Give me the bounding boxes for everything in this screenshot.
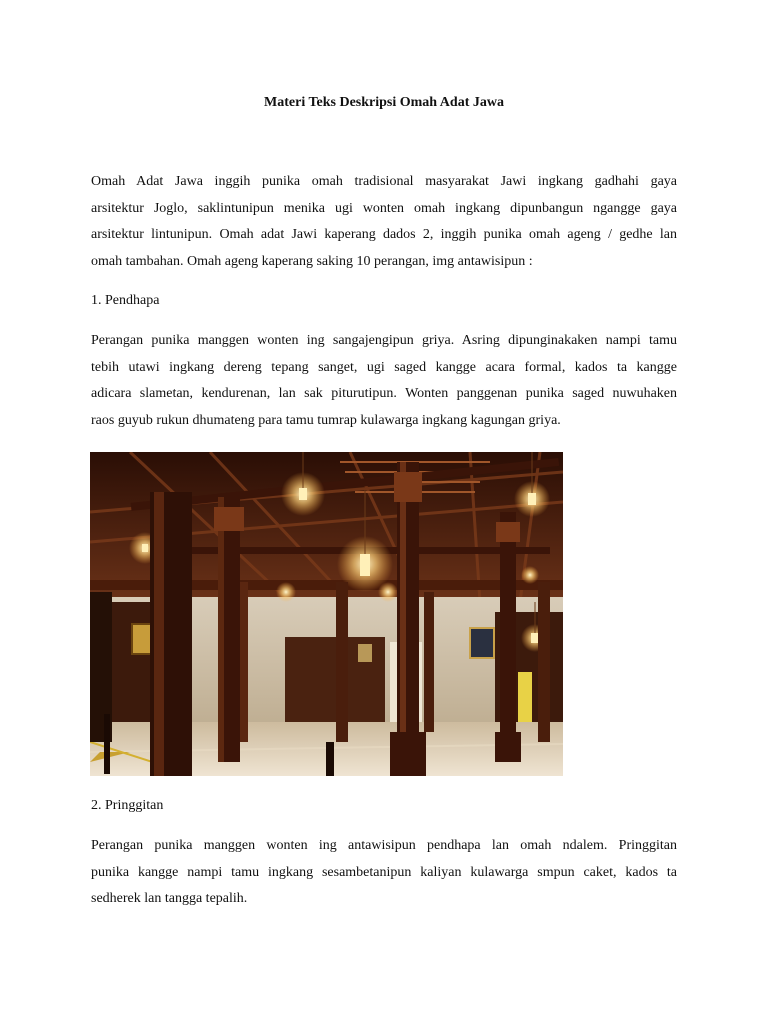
paragraph-line: Perangan punika manggen wonten ing antawisipun pendhapa lan omah ndalem. Pringgitan <box>91 838 677 853</box>
paragraph-line: punika kangge nampi tamu ingkang sesambetanipun kaliyan kulawarga smpun caket, kados ta <box>91 864 677 880</box>
document-title: Materi Teks Deskripsi Omah Adat Jawa <box>264 95 504 110</box>
paragraph-line: tebih utawi ingkang dereng tepang sanget, ugi saged kangge acara formal, kados ta kangge <box>91 359 677 375</box>
paragraph-line: arsitektur Joglo, saklintunipun menika ugi wonten omah ingkang dipunbangun ngangge gaya <box>91 200 677 216</box>
pendhapa-paragraph <box>91 328 677 435</box>
paragraph-line: sedherek lan tangga tepalih. <box>91 891 248 907</box>
paragraph-line: raos guyub rukun dhumateng para tamu tumrap kulawarga ingkang kagungan griya. <box>91 413 561 429</box>
paragraph-line: omah tambahan. Omah ageng kaperang saking 10 perangan, img antawisipun : <box>91 254 533 270</box>
section-heading-pringgitan: 2. Pringgitan <box>91 798 164 813</box>
paragraph-line: arsitektur lintunipun. Omah adat Jawi kaperang dados 2, inggih punika omah ageng / gedhe lan <box>91 227 677 243</box>
paragraph-line: Perangan punika manggen wonten ing sangajengipun griya. Asring dipunginakaken nampi tamu <box>91 333 677 348</box>
pringgitan-paragraph <box>91 833 677 913</box>
paragraph-line: Omah Adat Jawa inggih punika omah tradisional masyarakat Jawi ingkang gadhahi gaya <box>91 174 677 189</box>
intro-paragraph <box>91 169 677 276</box>
section-heading-pendhapa: 1. Pendhapa <box>91 293 160 308</box>
paragraph-line: adicara slametan, kendurenan, lan sak piturutipun. Wonten panggenan punika saged nuwuhaken <box>91 386 677 402</box>
joglo-interior-photo <box>90 452 563 776</box>
